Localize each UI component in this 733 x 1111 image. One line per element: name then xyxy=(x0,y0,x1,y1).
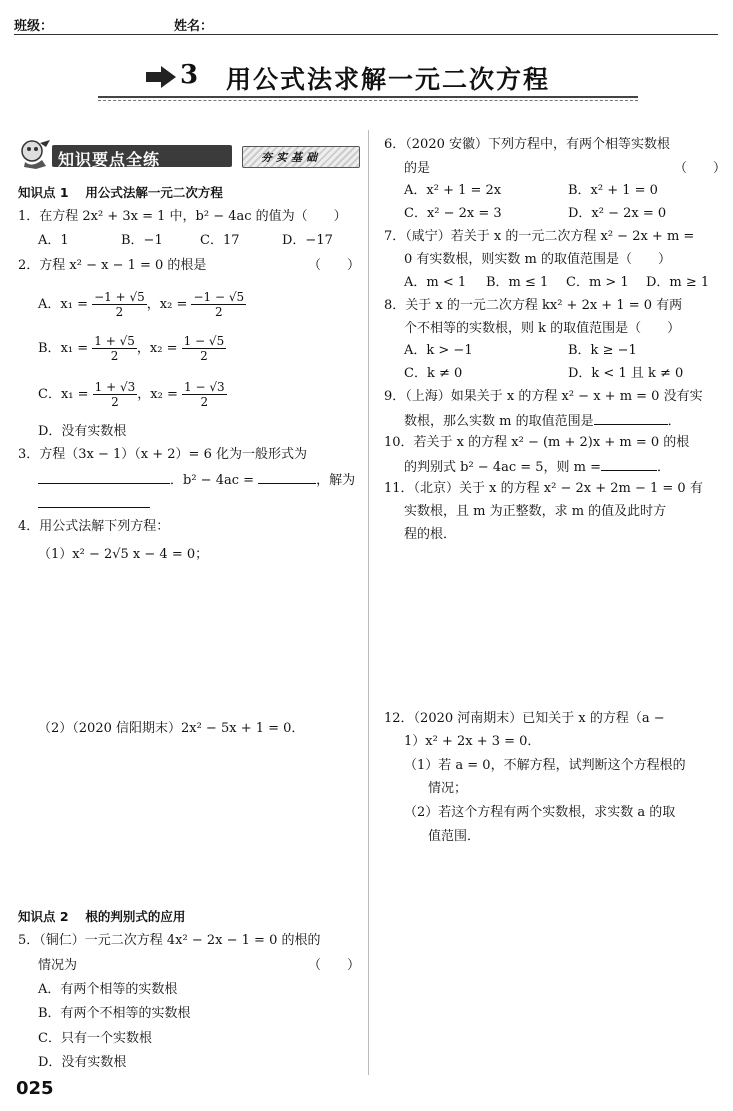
q8-option-b: B．k ≥ −1 xyxy=(568,343,637,358)
answer-blank[interactable] xyxy=(38,494,150,508)
fraction: $\frac{1 + √3}{2}$ xyxy=(94,380,136,409)
question-9: 9．（上海）如果关于 x 的方程 x² − x + m = 0 没有实 xyxy=(384,389,703,404)
q5-option-c: C．只有一个实数根 xyxy=(38,1031,152,1046)
title-rule-dashed xyxy=(98,100,638,101)
q2-answer-paren: （ ） xyxy=(308,258,361,273)
fraction: $\frac{-1 + √5}{2}$ xyxy=(94,290,145,319)
q7-option-a: A．m < 1 xyxy=(404,275,467,290)
q2-option-b: B．x₁ = $\frac{1 + √5}{2}$ ，x₂ = $\frac{1 - √5}{2}$ xyxy=(38,334,225,363)
q5-option-b: B．有两个不相等的实数根 xyxy=(38,1006,191,1021)
arrow-icon xyxy=(146,66,176,88)
q8-option-a: A．k > −1 xyxy=(404,343,473,358)
question-3: 3．方程（3x − 1）（x + 2）= 6 化为一般形式为 xyxy=(18,447,307,462)
question-4-part-1: （1）x² − 2√5 x − 4 = 0； xyxy=(38,547,209,562)
q2-option-d: D．没有实数根 xyxy=(38,424,127,439)
question-5: 5．（铜仁）一元二次方程 4x² − 2x − 1 = 0 的根的 xyxy=(18,933,321,948)
q6-option-b: B．x² + 1 = 0 xyxy=(568,183,658,198)
question-11: 11．（北京）关于 x 的方程 x² − 2x + 2m − 1 = 0 有 xyxy=(384,481,703,496)
question-12-line2: 1）x² + 2x + 3 = 0． xyxy=(404,734,541,749)
question-1: 1．在方程 2x² + 3x = 1 中，b² − 4ac 的值为（ ） xyxy=(18,209,347,224)
fraction: $\frac{-1 - √5}{2}$ xyxy=(193,290,245,319)
section-banner xyxy=(16,138,361,170)
question-12: 12．（2020 河南期末）已知关于 x 的方程（a − xyxy=(384,711,665,726)
question-7-line2: 0 有实数根，则实数 m 的取值范围是（ ） xyxy=(404,252,671,267)
q1-option-b: B．−1 xyxy=(121,233,163,248)
q7-option-c: C．m > 1 xyxy=(566,275,629,290)
q2-option-c: C．x₁ = $\frac{1 + √3}{2}$ ，x₂ = $\frac{1 - √3}{2}$ xyxy=(38,380,225,409)
fraction: $\frac{1 - √3}{2}$ xyxy=(184,380,225,409)
question-12-part-2: （2）若这个方程有两个实数根，求实数 a 的取 xyxy=(404,805,676,820)
question-6-line2: 的是 xyxy=(404,161,431,176)
q6-option-d: D．x² − 2x = 0 xyxy=(568,206,667,221)
question-11-line2: 实数根，且 m 为正整数，求 m 的值及此时方 xyxy=(404,504,667,519)
banner-tag xyxy=(242,146,360,168)
question-7: 7．（咸宁）若关于 x 的一元二次方程 x² − 2x + m = xyxy=(384,229,695,244)
q1-option-c: C．17 xyxy=(200,233,240,248)
question-6: 6．（2020 安徽）下列方程中，有两个相等实数根 xyxy=(384,137,670,152)
q7-option-b: B．m ≤ 1 xyxy=(486,275,549,290)
question-12-part-1-line2: 情况； xyxy=(428,781,468,796)
question-2: 2．方程 x² − x − 1 = 0 的根是 xyxy=(18,258,207,273)
knowledge-point-1: 知识点 1 用公式法解一元二次方程 xyxy=(18,185,223,200)
question-9-line2: 数根，那么实数 m 的取值范围是 ． xyxy=(404,411,681,430)
question-10-line2: 的判别式 b² − 4ac = 5，则 m = ． xyxy=(404,457,670,476)
fraction: $\frac{1 + √5}{2}$ xyxy=(94,334,135,363)
banner-tag-text: 夯实基础 xyxy=(261,151,321,164)
class-label: 班级： xyxy=(14,19,54,34)
answer-blank[interactable] xyxy=(258,470,316,484)
fraction: $\frac{1 - √5}{2}$ xyxy=(183,334,225,363)
answer-blank[interactable] xyxy=(38,470,170,484)
question-12-part-2-line2: 值范围． xyxy=(428,829,481,844)
question-3-line3 xyxy=(38,494,150,513)
q5-answer-paren: （ ） xyxy=(308,958,361,973)
q6-option-a: A．x² + 1 = 2x xyxy=(404,183,502,198)
question-10: 10．若关于 x 的方程 x² − (m + 2)x + m = 0 的根 xyxy=(384,435,690,450)
q7-option-d: D．m ≥ 1 xyxy=(646,275,710,290)
question-4-part-2: （2）（2020 信阳期末）2x² − 5x + 1 = 0． xyxy=(38,721,305,736)
header-bar xyxy=(14,12,718,35)
q5-option-d: D．没有实数根 xyxy=(38,1055,127,1070)
title-rule xyxy=(98,96,638,98)
answer-blank[interactable] xyxy=(594,411,668,425)
question-12-part-1: （1）若 a = 0，不解方程，试判断这个方程根的 xyxy=(404,758,686,773)
q1-option-d: D．−17 xyxy=(282,233,333,248)
answer-blank[interactable] xyxy=(601,457,657,471)
question-11-line3: 程的根． xyxy=(404,527,457,542)
knowledge-point-2: 知识点 2 根的判别式的应用 xyxy=(18,909,186,924)
question-8: 8．关于 x 的一元二次方程 kx² + 2x + 1 = 0 有两 xyxy=(384,298,683,313)
q5-option-a: A．有两个相等的实数根 xyxy=(38,982,178,997)
banner-label: 知识要点全练 xyxy=(58,150,161,169)
q6-answer-paren: （ ） xyxy=(674,161,727,176)
question-3-line2: ．b² − 4ac = ，解为 xyxy=(38,470,355,489)
q8-option-d: D．k < 1 且 k ≠ 0 xyxy=(568,366,684,381)
q8-option-c: C．k ≠ 0 xyxy=(404,366,463,381)
title-text: 用公式法求解一元二次方程 xyxy=(226,65,551,94)
section-title xyxy=(98,60,638,102)
mascot-icon xyxy=(16,138,56,170)
question-5-line2: 情况为 xyxy=(38,958,78,973)
title-number: 3 xyxy=(180,60,199,90)
column-divider xyxy=(368,130,369,1075)
question-8-line2: 个不相等的实数根，则 k 的取值范围是（ ） xyxy=(404,321,681,336)
q1-option-a: A．1 xyxy=(38,233,69,248)
page-number: 025 xyxy=(16,1078,54,1099)
q2-option-a: A．x₁ = $\frac{-1 + √5}{2}$ ，x₂ = $\frac{-1 - √5}{2}$ xyxy=(38,290,245,319)
name-label: 姓名： xyxy=(174,19,214,34)
q6-option-c: C．x² − 2x = 3 xyxy=(404,206,502,221)
question-4: 4．用公式法解下列方程： xyxy=(18,519,170,534)
